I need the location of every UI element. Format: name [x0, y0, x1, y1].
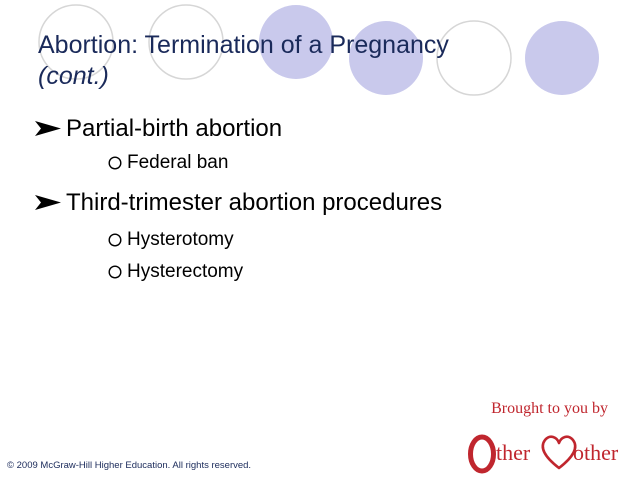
right-arrowhead-icon [34, 121, 62, 136]
title-continued: (cont.) [38, 62, 109, 90]
bullet-item [34, 188, 614, 218]
sub-bullet-text: Hysterectomy [127, 261, 244, 282]
brought-to-you-by: Brought to you by [491, 400, 608, 417]
hollow-circle-icon [108, 156, 122, 170]
sub-bullet-item [72, 260, 614, 284]
title-main: Abortion: Termination of a Pregnancy [38, 31, 449, 59]
sub-bullet-text: Federal ban [127, 152, 229, 173]
hollow-circle-icon [108, 233, 122, 247]
slide-title [38, 30, 598, 92]
svg-text:other: other [573, 440, 619, 465]
othermother-logo [466, 428, 630, 476]
right-arrowhead-icon [34, 195, 62, 210]
sub-bullet-item [72, 228, 614, 252]
svg-text:ther: ther [496, 440, 531, 465]
bullet-item [34, 114, 614, 144]
copyright-notice: © 2009 McGraw-Hill Higher Education. All rights reserved. [7, 460, 252, 471]
bullet-list [34, 114, 614, 284]
hollow-circle-icon [108, 265, 122, 279]
sub-bullet-text: Hysterotomy [127, 229, 234, 250]
sub-bullet-item [72, 151, 614, 175]
bullet-text: Third-trimester abortion procedures [66, 189, 443, 216]
bullet-text: Partial-birth abortion [66, 115, 283, 142]
